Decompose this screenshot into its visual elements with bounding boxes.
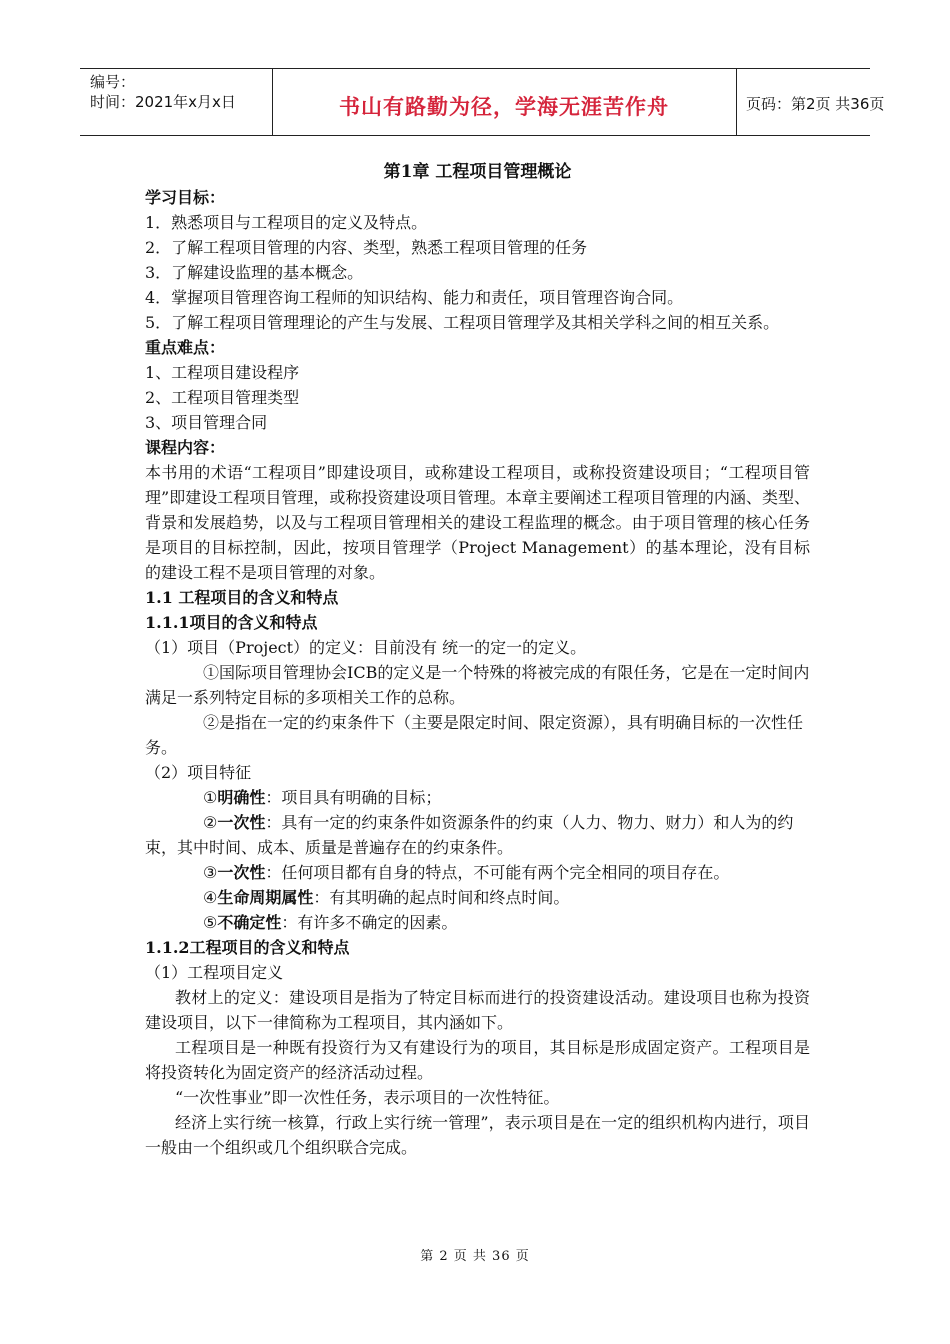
feature-number: ① [203,788,218,807]
header-left-cell [80,69,273,135]
feature-number: ④ [203,888,218,907]
objective-item: 1．熟悉项目与工程项目的定义及特点。 [145,213,428,232]
feature-item [145,910,810,935]
feature-term: 不确定性 [217,913,282,932]
definition-label: （1）项目（Project）的定义：目前没有 统一的定一的定义。 [145,638,587,657]
header-page-cell [736,69,885,135]
key-point-item: 1、工程项目建设程序 [145,363,300,382]
eng-paragraph: 教材上的定义：建设项目是指为了特定目标而进行的投资建设活动。建设项目也称为投资建设项目，以下一律简称为工程项目，其内涵如下。 [145,988,810,1032]
feature-term: 一次性 [217,813,266,832]
feature-term: 明确性 [217,788,266,807]
page-header [80,68,885,136]
key-point-item: 2、工程项目管理类型 [145,388,300,407]
feature-text: ：任何项目都有自身的特点，不可能有两个完全相同的项目存在。 [265,863,730,882]
feature-number: ② [203,813,218,832]
feature-item [145,860,810,885]
feature-item [145,785,810,810]
course-intro: 本书用的术语“工程项目”即建设项目，或称建设工程项目，或称投资建设项目；“工程项目管理”即建设工程项目管理，或称投资建设项目管理。本章主要阐述工程项目管理的内涵、类型、背景和发展趋势，以及与工程项目管理相关的建设工程监理的概念。由于项目管理的核心任务是项目的目标控制，因此，按项目管理学（Project Management）的基本理论，没有目标的建设工程不是项目管理的对象。 [145,463,810,582]
feature-number: ③ [203,863,218,882]
section-heading: 1.1 工程项目的含义和特点 [145,588,339,607]
subsection-heading: 1.1.1项目的含义和特点 [145,613,318,632]
objective-item: 5．了解工程项目管理理论的产生与发展、工程项目管理学及其相关学科之间的相互关系。 [145,313,780,332]
document-body [145,160,810,1160]
eng-paragraph: 经济上实行统一核算，行政上实行统一管理”，表示项目是在一定的组织机构内进行，项目一般由一个组织或几个组织联合完成。 [145,1113,810,1157]
subsection-heading: 1.1.2工程项目的含义和特点 [145,938,350,957]
eng-paragraph: 工程项目是一种既有投资行为又有建设行为的项目，其目标是形成固定资产。工程项目是将投资转化为固定资产的经济活动过程。 [145,1038,810,1082]
page-info: 页码：第2页 共36页 [746,95,885,113]
objective-item: 3．了解建设监理的基本概念。 [145,263,364,282]
feature-text: ：具有一定的约束条件如资源条件的约束（人力、物力、财力）和人为的约束，其中时间、成本、质量是普遍存在的约束条件。 [145,813,794,857]
feature-item [145,885,810,910]
feature-text: ：有其明确的起点时间和终点时间。 [313,888,570,907]
objectives-heading: 学习目标： [145,188,226,207]
definition-paragraph: ①国际项目管理协会ICB的定义是一个特殊的将被完成的有限任务，它是在一定时间内满足一系列特定目标的多项相关工作的总称。 [145,663,810,707]
header-motto-cell [272,69,737,135]
key-points-heading: 重点难点： [145,338,226,357]
feature-number: ⑤ [203,913,218,932]
eng-paragraph: “一次性事业”即一次性任务，表示项目的一次性特征。 [175,1088,560,1107]
eng-definition-label: （1）工程项目定义 [145,963,284,982]
motto: 书山有路勤为径，学海无涯苦作舟 [339,95,669,119]
feature-item [145,810,810,860]
date-label: 时间：2021年x月x日 [90,93,236,111]
feature-term: 生命周期属性 [217,888,314,907]
key-point-item: 3、项目管理合同 [145,413,268,432]
features-label: （2）项目特征 [145,763,252,782]
page-footer: 第 2 页 共 36 页 [420,1249,530,1264]
feature-term: 一次性 [217,863,266,882]
number-label: 编号： [90,73,136,91]
feature-text: ：有许多不确定的因素。 [281,913,458,932]
feature-text: ：项目具有明确的目标； [265,788,442,807]
objective-item: 4．掌握项目管理咨询工程师的知识结构、能力和责任，项目管理咨询合同。 [145,288,684,307]
definition-paragraph: ②是指在一定的约束条件下（主要是限定时间、限定资源），具有明确目标的一次性任务。 [145,713,804,757]
objective-item: 2．了解工程项目管理的内容、类型，熟悉工程项目管理的任务 [145,238,588,257]
course-heading: 课程内容： [145,438,226,457]
chapter-title: 第1章 工程项目管理概论 [383,162,572,182]
